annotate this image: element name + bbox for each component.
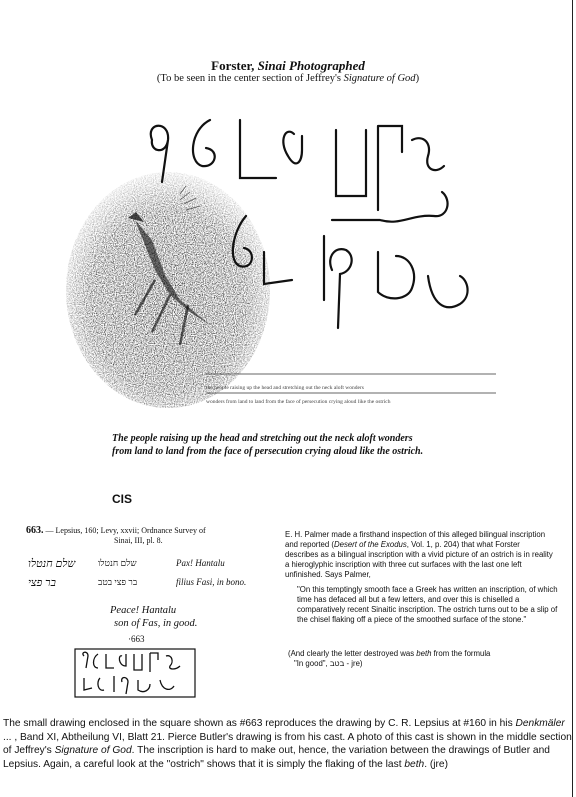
row2-hebrew: בר פצי בטב [98,577,138,587]
cis-row-1 [26,558,266,572]
subtitle-text: (To be seen in the center section of Jeffrey's [156,73,344,84]
row2-latin: filius Fasi, in bono. [176,577,247,587]
translation-peace [110,604,197,630]
figure-caption [112,432,532,458]
inscription-figure [40,100,540,420]
palmer-intro-rest: , Vol. 1, p. 204) that what Forster describes as a bilingual inscription with a vivid picture of an ostrich is in reality a hieroglyphic inscription with three cut surfaces with the last one left unfinished. Says Palmer, [285,540,553,579]
caption-line-1: The people raising up the head and stretching out the neck aloft wonders [112,433,413,444]
note-post: from the formula [431,649,491,658]
row2-sinaitic: בר פצי [28,577,56,589]
transliteration-line-1: the people raising up the head and stretching out the neck aloft wonders [206,385,364,391]
page-border [572,0,573,797]
stone-oval [66,172,270,408]
row1-hebrew: שלם חנטלו [98,558,137,568]
bottom-text-b: Denkmäler [515,718,565,729]
bottom-text-a: The small drawing enclosed in the square shown as #663 reproduces the drawing by C. R. Lepsius at #160 in his [3,718,516,729]
row1-sinaitic: שלם חנטלו [28,558,76,570]
peace-line-1: Peace! Hantalu [110,605,177,616]
cis-entry-ref-2: Sinai, III, pl. 8. [114,536,163,545]
bottom-text-g: . (jre) [424,758,448,770]
bottom-text-e: . The inscription is hard to make out, hence, the variation between the drawings of Butler and Lepsius. Again, a careful look at the "ostrich" shows that it is simply the flaking of the last [3,745,550,770]
cis-entry-ref-1: — Lepsius, 160; Levy, xxvii; Ordnance Survey of [45,526,206,535]
palmer-note [288,649,558,669]
peace-line-2: son of Fas, in good. [114,618,198,629]
subtitle-work: Signature of God [343,73,416,84]
subtitle-close: ) [415,73,420,84]
title-work: Sinai Photographed [257,58,365,73]
transliteration-text [206,385,496,405]
palmer-quote: "On this temptingly smooth face a Greek has written an inscription, of which time has defaced all but a few letters, and over this is chiselled a comparatively recent Sinaitic inscription. The ostrich turns out to be a slip of the chisel flaking off a piece of the smoothed surface of the stone." [297,585,558,624]
drawing-number: ·663 [128,634,145,644]
palmer-paragraph [285,530,555,580]
cis-row-2 [26,577,266,591]
title-author: Forster, [211,58,258,73]
note-word: beth [416,649,432,658]
bottom-text-f: beth [404,758,425,770]
transliteration-line-2: wonders from land to land from the face of persecution crying aloud like the ostrich [206,399,391,405]
caption-line-2: from land to land from the face of persecution crying aloud like the ostrich. [112,446,424,457]
cis-heading: CIS [112,492,133,506]
lepsius-drawing-663 [74,648,196,698]
note-pre: (And clearly the letter destroyed was [288,649,417,658]
palmer-intro: E. H. Palmer made a firsthand inspection of this alleged bilingual inscription and reported ( [285,530,546,549]
cis-entry-header [26,526,266,546]
cis-entry-number: 663. [26,525,44,536]
page-title [0,58,576,74]
row1-latin: Pax! Hantalu [176,558,225,568]
note-line-2: "In good", בטב - jre) [294,659,363,668]
bottom-text-d: Signature of God [54,745,132,757]
palmer-work: Desert of the Exodus [333,540,407,549]
page-subtitle [0,73,576,84]
bottom-text-c: ... , Band XI, Abtheilung VI, Blatt 21. Pierce Butler's drawing is from his cast. A photo of this cast is shown in the middle section of Jeffrey's [3,731,572,757]
bottom-paragraph [3,717,573,771]
